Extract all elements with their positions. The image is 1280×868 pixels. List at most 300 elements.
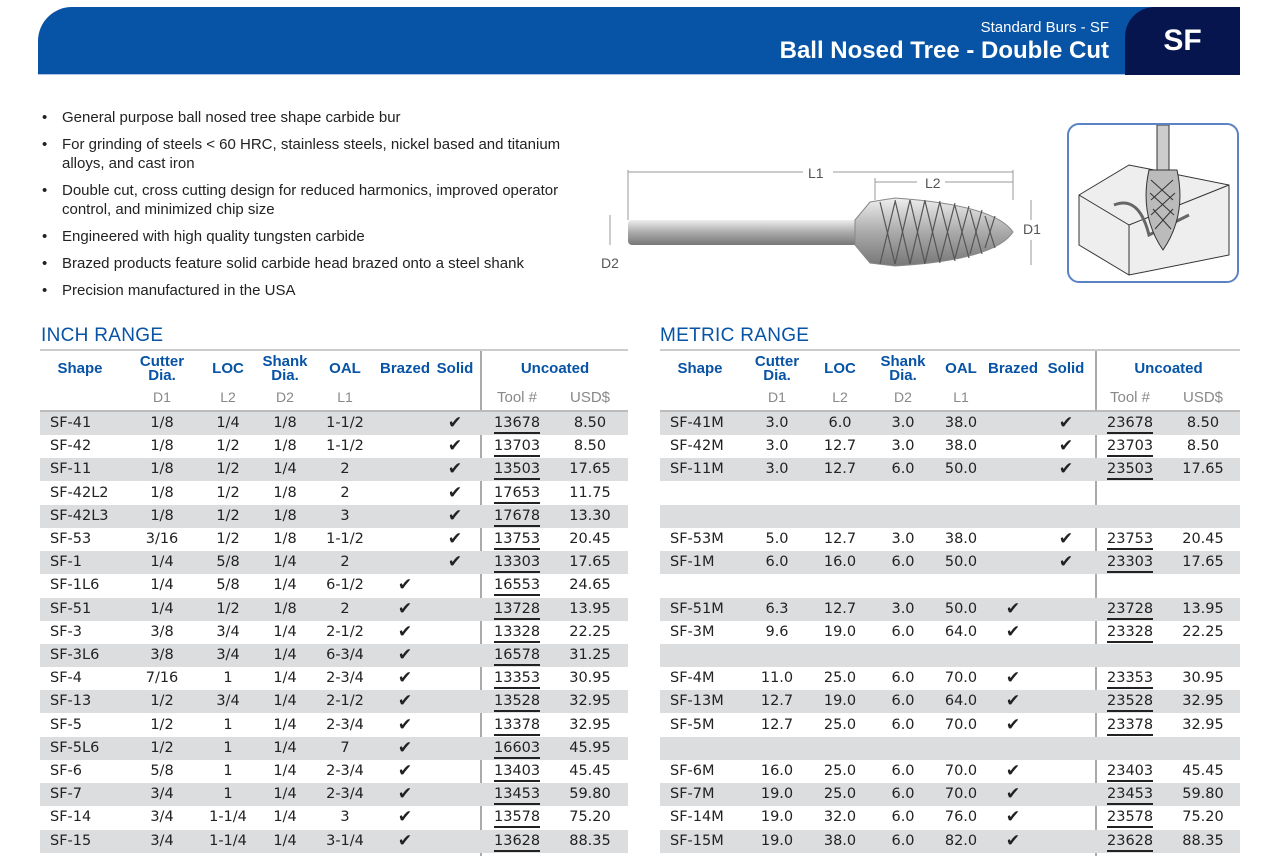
oal-cell: 70.0 (944, 716, 978, 733)
loc-cell: 1/2 (216, 438, 240, 455)
oal-cell: 50.0 (944, 461, 978, 478)
brazed-check-icon: ✔ (1005, 714, 1021, 735)
table-row (660, 412, 1240, 435)
solid-check-icon: ✔ (447, 459, 463, 480)
tool-number-link[interactable]: 23728 (1107, 601, 1153, 620)
loc-cell: 6.0 (828, 415, 852, 431)
loc-cell: 1/2 (216, 507, 240, 524)
cutter-dia-cell: 3.0 (765, 461, 789, 478)
dimension-symbol: D2 (894, 389, 912, 405)
column-header-uncoated: Uncoated (520, 360, 590, 377)
shank-dia-cell: 1/4 (273, 670, 297, 687)
table-row (40, 806, 628, 829)
price-cell: 32.95 (1182, 716, 1224, 733)
shank-dia-cell: 6.0 (891, 670, 915, 687)
oal-cell: 64.0 (944, 623, 978, 640)
tool-number-link[interactable]: 23328 (1107, 624, 1153, 643)
table-row (40, 621, 628, 644)
shank-dia-cell: 1/8 (273, 507, 297, 524)
shape-cell: SF-41M (670, 415, 724, 431)
svg-text:D2: D2 (601, 255, 619, 271)
tool-number-link[interactable]: 23628 (1107, 833, 1153, 852)
table-row (40, 412, 628, 435)
shank-dia-cell: 1/4 (273, 786, 297, 803)
shape-cell: SF-13 (50, 693, 92, 710)
shank-dia-cell: 6.0 (891, 832, 915, 849)
feature-item: • General purpose ball nosed tree shape carbide bur (42, 108, 582, 127)
header-subtitle: Standard Burs - SF (980, 19, 1109, 36)
shape-cell: SF-4M (670, 670, 715, 687)
loc-cell: 1 (223, 786, 233, 803)
tool-number-link[interactable]: 13303 (494, 554, 540, 573)
oal-cell: 82.0 (944, 832, 978, 849)
cutter-dia-cell: 19.0 (760, 809, 794, 826)
feature-item: • Brazed products feature solid carbide head brazed onto a steel shank (42, 254, 582, 273)
shank-dia-cell: 3.0 (891, 415, 915, 431)
price-cell: 13.95 (1182, 600, 1224, 617)
table-row (660, 690, 1240, 713)
brazed-check-icon: ✔ (1005, 784, 1021, 805)
price-cell: 30.95 (1182, 670, 1224, 687)
shank-dia-cell: 1/4 (273, 693, 297, 710)
tool-number-link[interactable]: 23703 (1107, 438, 1153, 457)
cutter-dia-cell: 6.0 (765, 554, 789, 571)
shank-dia-cell: 1/8 (273, 600, 297, 617)
tool-number-link[interactable]: 23453 (1107, 786, 1153, 805)
column-header-solid: Solid (436, 360, 474, 377)
loc-cell: 25.0 (823, 716, 857, 733)
price-cell: 17.65 (569, 554, 611, 571)
dimension-symbol: D1 (153, 389, 171, 405)
shank-dia-cell: 1/4 (273, 554, 297, 571)
cutter-dia-cell: 1/4 (150, 600, 174, 617)
shank-dia-cell: 3.0 (891, 531, 915, 547)
shank-dia-cell: 6.0 (891, 763, 915, 779)
oal-cell: 2-3/4 (326, 786, 364, 803)
price-cell: 22.25 (569, 623, 611, 640)
cutter-dia-cell: 1/4 (150, 554, 174, 571)
shank-dia-cell: 6.0 (891, 809, 915, 826)
table-row (40, 528, 628, 551)
oal-cell: 6-3/4 (326, 647, 364, 663)
price-cell: 8.50 (1186, 415, 1220, 431)
loc-cell: 12.7 (823, 461, 857, 478)
loc-cell: 25.0 (823, 670, 857, 687)
price-cell: 17.65 (569, 461, 611, 478)
brazed-check-icon: ✔ (397, 575, 413, 596)
table-row (660, 760, 1240, 783)
table-row (660, 505, 1240, 528)
loc-cell: 1/4 (216, 415, 240, 431)
tool-number-link[interactable]: 13328 (494, 624, 540, 643)
feature-list (42, 108, 582, 308)
oal-cell: 38.0 (944, 438, 978, 455)
shape-cell: SF-53 (50, 531, 92, 547)
table-row (40, 737, 628, 760)
table-row (660, 830, 1240, 853)
table-row (660, 551, 1240, 574)
oal-cell: 38.0 (944, 531, 978, 547)
tool-number-link[interactable]: 23578 (1107, 809, 1153, 828)
oal-cell: 2-3/4 (326, 670, 364, 687)
cutter-dia-cell: 1/2 (150, 739, 174, 756)
solid-check-icon: ✔ (447, 552, 463, 573)
cutter-dia-cell: 7/16 (145, 670, 179, 687)
oal-cell: 1-1/2 (326, 415, 364, 431)
column-header-uncoated: Uncoated (1134, 360, 1203, 377)
column-header-cutter-dia: Cutter Dia. (754, 353, 800, 384)
brazed-check-icon: ✔ (397, 691, 413, 712)
column-header-shank-dia: Shank Dia. (262, 353, 308, 384)
brazed-check-icon: ✔ (397, 621, 413, 642)
tool-number-link[interactable]: 13403 (494, 763, 540, 782)
tool-number-link[interactable]: 23403 (1107, 763, 1153, 782)
table-row (660, 783, 1240, 806)
oal-cell: 70.0 (944, 786, 978, 803)
tool-number-link[interactable]: 17678 (494, 508, 540, 527)
tool-number-link[interactable]: 13703 (494, 438, 540, 457)
cutter-dia-cell: 19.0 (760, 786, 794, 803)
price-cell: 45.45 (1182, 763, 1224, 779)
table-row (40, 644, 628, 667)
tool-number-link[interactable]: 17653 (494, 485, 540, 504)
loc-cell: 3/4 (216, 693, 240, 710)
inch-range-title: INCH RANGE (41, 325, 164, 346)
price-cell: 22.25 (1182, 623, 1224, 640)
table-row (660, 644, 1240, 667)
oal-cell: 70.0 (944, 670, 978, 687)
shank-dia-cell: 1/4 (273, 739, 297, 756)
shank-dia-cell: 1/8 (273, 415, 297, 431)
brazed-check-icon: ✔ (1005, 598, 1021, 619)
table-row (40, 551, 628, 574)
loc-cell: 5/8 (216, 554, 240, 571)
column-header-brazed: Brazed (379, 360, 431, 377)
tool-number-link[interactable]: 23503 (1107, 461, 1153, 480)
dimension-symbol: L1 (337, 389, 353, 405)
oal-cell: 3-1/4 (326, 832, 364, 849)
shank-dia-cell: 1/4 (273, 832, 297, 849)
feature-item: • Double cut, cross cutting design for reduced harmonics, improved operator control, and minimized chip size (42, 181, 582, 219)
loc-cell: 1 (223, 670, 233, 687)
column-header-tool-number: Tool # (1109, 389, 1151, 406)
price-cell: 32.95 (569, 693, 611, 710)
loc-cell: 5/8 (216, 577, 240, 594)
column-header-usd: USD$ (569, 389, 610, 406)
column-header-oal: OAL (329, 360, 361, 377)
loc-cell: 12.7 (823, 438, 857, 455)
cutter-dia-cell: 3/16 (145, 531, 179, 547)
oal-cell: 1-1/2 (326, 438, 364, 455)
table-row (660, 621, 1240, 644)
loc-cell: 1-1/4 (209, 809, 247, 826)
loc-cell: 1-1/4 (209, 832, 247, 849)
cutter-dia-cell: 12.7 (760, 693, 794, 710)
shape-cell: SF-42L2 (50, 484, 109, 501)
cutter-dia-cell: 1/8 (150, 507, 174, 524)
table-row (40, 435, 628, 458)
table-row (660, 435, 1240, 458)
shape-cell: SF-7 (50, 786, 83, 803)
brazed-check-icon: ✔ (1005, 691, 1021, 712)
column-header-brazed: Brazed (987, 360, 1039, 377)
shank-dia-cell: 1/8 (273, 438, 297, 455)
tool-number-link[interactable]: 13528 (494, 693, 540, 712)
tool-number-link[interactable]: 23528 (1107, 693, 1153, 712)
oal-cell: 2 (340, 600, 350, 617)
brazed-check-icon: ✔ (397, 784, 413, 805)
loc-cell: 16.0 (823, 554, 857, 571)
brazed-check-icon: ✔ (397, 645, 413, 665)
tool-number-link[interactable]: 13753 (494, 531, 540, 550)
shape-cell: SF-3 (50, 623, 83, 640)
shape-cell: SF-6 (50, 763, 83, 779)
price-cell: 59.80 (1182, 786, 1224, 803)
shank-dia-cell: 1/4 (273, 647, 297, 663)
table-row (660, 458, 1240, 481)
tool-number-link[interactable]: 13628 (494, 833, 540, 852)
svg-text:L1: L1 (808, 165, 824, 181)
shank-dia-cell: 1/8 (273, 484, 297, 501)
tool-number-link[interactable]: 13678 (494, 415, 540, 434)
shape-cell: SF-41 (50, 415, 92, 431)
oal-cell: 2-3/4 (326, 763, 364, 779)
cutter-dia-cell: 12.7 (760, 716, 794, 733)
header-banner (38, 7, 1240, 75)
solid-check-icon: ✔ (1058, 529, 1074, 549)
shape-cell: SF-42L3 (50, 507, 109, 524)
cutter-dia-cell: 11.0 (760, 670, 794, 687)
price-cell: 20.45 (569, 531, 611, 547)
oal-cell: 64.0 (944, 693, 978, 710)
shape-cell: SF-42 (50, 438, 92, 455)
shape-cell: SF-1L6 (50, 577, 100, 594)
table-row (40, 482, 628, 505)
price-cell: 32.95 (569, 716, 611, 733)
solid-check-icon: ✔ (1058, 552, 1074, 573)
price-cell: 45.45 (569, 763, 611, 779)
shank-dia-cell: 1/4 (273, 461, 297, 478)
loc-cell: 38.0 (823, 832, 857, 849)
brazed-check-icon: ✔ (397, 668, 413, 689)
loc-cell: 1 (223, 763, 233, 779)
tool-number-link[interactable]: 16578 (494, 647, 540, 666)
tool-number-link[interactable]: 23353 (1107, 670, 1153, 689)
table-row (660, 528, 1240, 551)
tool-number-link[interactable]: 16603 (494, 740, 540, 759)
price-cell: 20.45 (1182, 531, 1224, 547)
brazed-check-icon: ✔ (1005, 830, 1021, 851)
table-row (660, 482, 1240, 505)
shape-cell: SF-13M (670, 693, 724, 710)
feature-item: • Engineered with high quality tungsten carbide (42, 227, 582, 246)
shape-cell: SF-14M (670, 809, 724, 826)
loc-cell: 3/4 (216, 623, 240, 640)
price-cell: 75.20 (1182, 809, 1224, 826)
brazed-check-icon: ✔ (397, 830, 413, 851)
dimension-symbol: L2 (220, 389, 236, 405)
price-cell: 13.30 (569, 507, 611, 524)
table-row (660, 574, 1240, 597)
cutter-dia-cell: 6.3 (765, 600, 789, 617)
dimension-symbol: L1 (953, 389, 969, 405)
svg-text:D1: D1 (1023, 221, 1041, 237)
table-row (660, 667, 1240, 690)
cutter-dia-cell: 3.0 (765, 438, 789, 455)
shape-cell: SF-3M (670, 623, 715, 640)
oal-cell: 70.0 (944, 763, 978, 779)
shape-cell: SF-7M (670, 786, 715, 803)
tool-number-link[interactable]: 23378 (1107, 717, 1153, 736)
table-row (660, 598, 1240, 621)
table-row (660, 737, 1240, 760)
brazed-check-icon: ✔ (1005, 761, 1021, 781)
shape-cell: SF-11M (670, 461, 724, 478)
oal-cell: 7 (340, 739, 350, 756)
price-cell: 75.20 (569, 809, 611, 826)
table-row (40, 667, 628, 690)
solid-check-icon: ✔ (1058, 413, 1074, 433)
tool-number-link[interactable]: 13378 (494, 717, 540, 736)
table-row (40, 598, 628, 621)
table-row (660, 714, 1240, 737)
brazed-check-icon: ✔ (1005, 807, 1021, 828)
shape-cell: SF-53M (670, 531, 724, 547)
cutter-dia-cell: 3/4 (150, 786, 174, 803)
price-cell: 8.50 (573, 415, 607, 431)
table-row (40, 760, 628, 783)
shank-dia-cell: 1/4 (273, 577, 297, 594)
shank-dia-cell: 3.0 (891, 438, 915, 455)
shape-cell: SF-15M (670, 832, 724, 849)
loc-cell: 1/2 (216, 461, 240, 478)
shank-dia-cell: 1/4 (273, 809, 297, 826)
table-row (40, 830, 628, 853)
shank-dia-cell: 6.0 (891, 786, 915, 803)
oal-cell: 2 (340, 461, 350, 478)
tool-number-link[interactable]: 16553 (494, 577, 540, 596)
shape-cell: SF-4 (50, 670, 83, 687)
price-cell: 13.95 (569, 600, 611, 617)
table-row (660, 806, 1240, 829)
tool-number-link[interactable]: 13503 (494, 461, 540, 480)
shank-dia-cell: 1/4 (273, 763, 297, 779)
shank-dia-cell: 6.0 (891, 461, 915, 478)
tool-number-link[interactable]: 23678 (1107, 415, 1153, 434)
cutter-dia-cell: 3/4 (150, 809, 174, 826)
shape-cell: SF-3L6 (50, 647, 100, 663)
metric-range-title: METRIC RANGE (660, 325, 810, 346)
loc-cell: 1/2 (216, 484, 240, 501)
cutter-dia-cell: 9.6 (765, 623, 789, 640)
table-row (40, 574, 628, 597)
loc-cell: 3/4 (216, 647, 240, 663)
brazed-check-icon: ✔ (1005, 668, 1021, 689)
oal-cell: 3 (340, 809, 350, 826)
loc-cell: 19.0 (823, 693, 857, 710)
loc-cell: 12.7 (823, 531, 857, 547)
shape-cell: SF-1M (670, 554, 715, 571)
shape-cell: SF-14 (50, 809, 92, 826)
shank-dia-cell: 6.0 (891, 554, 915, 571)
price-cell: 8.50 (1186, 438, 1220, 455)
shank-dia-cell: 6.0 (891, 693, 915, 710)
tool-number-link[interactable]: 23753 (1107, 531, 1153, 550)
shape-cell: SF-6M (670, 763, 715, 779)
table-row (40, 783, 628, 806)
shape-cell: SF-5M (670, 716, 715, 733)
oal-cell: 50.0 (944, 600, 978, 617)
svg-text:L2: L2 (925, 175, 941, 191)
shape-cell: SF-1 (50, 554, 83, 571)
price-cell: 31.25 (569, 647, 611, 663)
table-row (40, 505, 628, 528)
loc-cell: 1/2 (216, 600, 240, 617)
shank-dia-cell: 6.0 (891, 623, 915, 640)
oal-cell: 3 (340, 507, 350, 524)
oal-cell: 2-1/2 (326, 693, 364, 710)
tool-number-link[interactable]: 13578 (494, 809, 540, 828)
cutter-dia-cell: 1/2 (150, 716, 174, 733)
shank-dia-cell: 6.0 (891, 716, 915, 733)
brazed-check-icon: ✔ (397, 807, 413, 828)
tool-number-link[interactable]: 23303 (1107, 554, 1153, 573)
loc-cell: 1 (223, 716, 233, 733)
brazed-check-icon: ✔ (397, 714, 413, 735)
shape-cell: SF-5 (50, 716, 83, 733)
oal-cell: 38.0 (944, 415, 978, 431)
loc-cell: 1 (223, 739, 233, 756)
tool-number-link[interactable]: 13453 (494, 786, 540, 805)
oal-cell: 1-1/2 (326, 531, 364, 547)
tool-number-link[interactable]: 13353 (494, 670, 540, 689)
tool-number-link[interactable]: 13728 (494, 601, 540, 620)
price-cell: 88.35 (569, 832, 611, 849)
brazed-check-icon: ✔ (1005, 621, 1021, 642)
price-cell: 24.65 (569, 577, 611, 594)
shape-cell: SF-42M (670, 438, 724, 455)
bur-dimension-diagram (595, 160, 1055, 280)
column-header-loc: LOC (824, 360, 856, 377)
feature-item: • For grinding of steels < 60 HRC, stainless steels, nickel based and titanium alloys, and cast iron (42, 135, 582, 173)
shape-cell: SF-11 (50, 461, 92, 478)
cutter-dia-cell: 1/2 (150, 693, 174, 710)
dimension-symbol: D2 (276, 389, 294, 405)
oal-cell: 50.0 (944, 554, 978, 571)
brazed-check-icon: ✔ (397, 737, 413, 758)
shank-dia-cell: 1/4 (273, 716, 297, 733)
loc-cell: 25.0 (823, 763, 857, 779)
loc-cell: 19.0 (823, 623, 857, 640)
loc-cell: 25.0 (823, 786, 857, 803)
shank-dia-cell: 1/4 (273, 623, 297, 640)
price-cell: 45.95 (569, 739, 611, 756)
brazed-check-icon: ✔ (397, 598, 413, 619)
brazed-check-icon: ✔ (397, 761, 413, 781)
oal-cell: 2 (340, 554, 350, 571)
shape-cell: SF-51M (670, 600, 724, 617)
price-cell: 88.35 (1182, 832, 1224, 849)
dimension-symbol: L2 (832, 389, 848, 405)
series-badge: SF (1125, 7, 1240, 75)
loc-cell: 1/2 (216, 531, 240, 547)
column-header-cutter-dia: Cutter Dia. (139, 353, 185, 384)
cutter-dia-cell: 3/8 (150, 647, 174, 663)
column-header-tool-number: Tool # (496, 389, 538, 406)
oal-cell: 76.0 (944, 809, 978, 826)
column-header-shank-dia: Shank Dia. (880, 353, 926, 384)
column-header-loc: LOC (212, 360, 244, 377)
